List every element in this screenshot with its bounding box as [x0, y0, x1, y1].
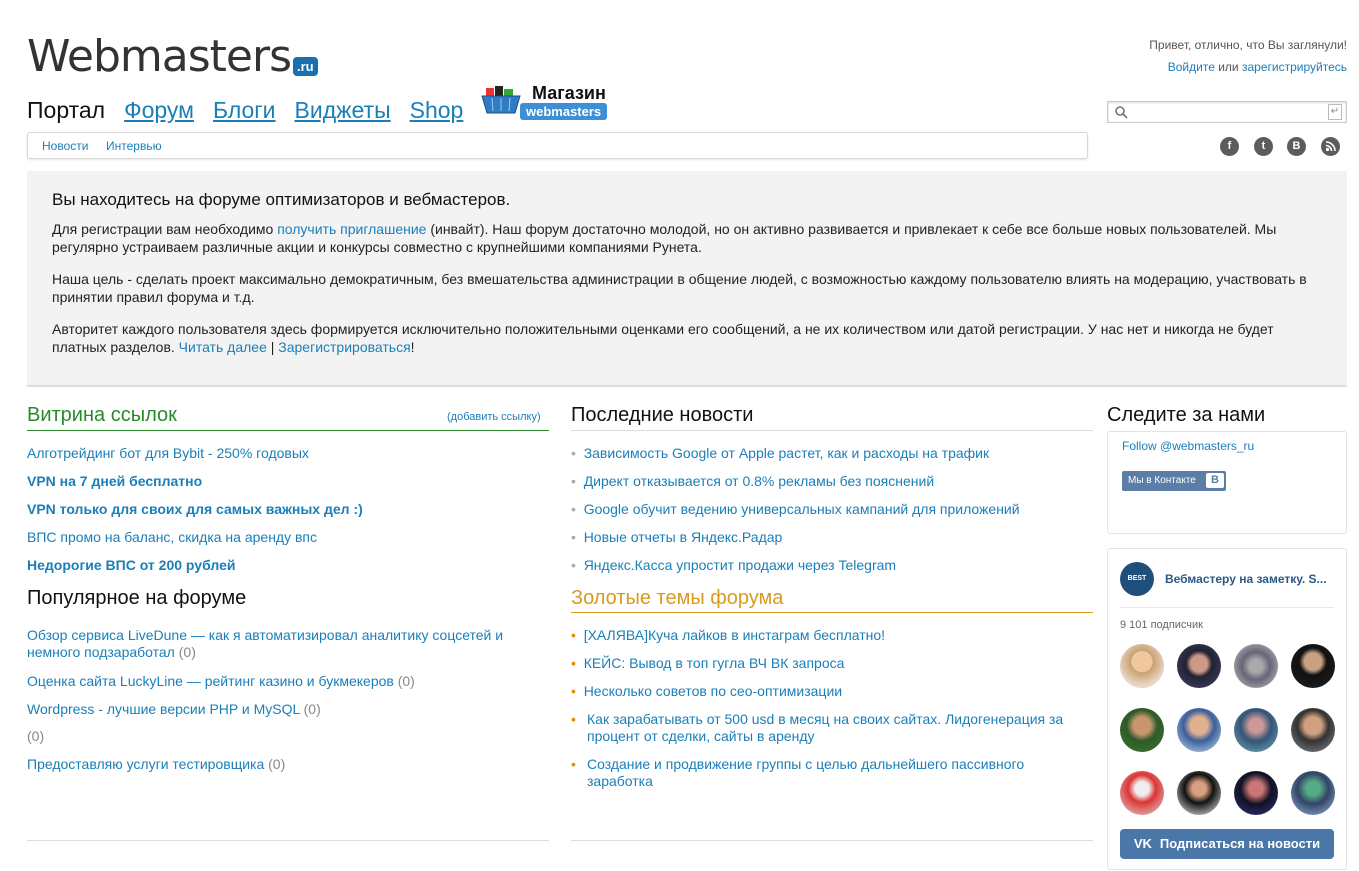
gold-topic-link[interactable]	[587, 711, 1063, 745]
gold-topic-link[interactable]: Несколько советов по сео-оптимизации	[583, 683, 843, 699]
popular-item	[27, 673, 415, 689]
popular-title: Популярное на форуме	[27, 587, 247, 609]
group-name-link[interactable]: Вебмастеру на заметку. S...	[1165, 572, 1327, 586]
member-avatar[interactable]	[1291, 644, 1335, 688]
gold-underline	[571, 612, 1093, 613]
member-avatar[interactable]	[1291, 771, 1335, 815]
popular-item	[27, 701, 321, 717]
popular-item-link[interactable]: Предоставляю услуги тестировщика	[27, 756, 265, 772]
site-logo[interactable]	[27, 31, 318, 84]
news-item-link[interactable]: Директ отказывается от 0.8% рекламы без пояснений	[583, 473, 935, 489]
popular-item-count: (0)	[397, 673, 415, 689]
vitrina-item[interactable]: VPN только для своих для самых важных дел :)	[27, 501, 363, 517]
gold-topic-link[interactable]: [ХАЛЯВА]Куча лайков в инстаграм бесплатно!	[583, 627, 886, 643]
intro-title: Вы находитесь на форуме оптимизаторов и вебмастеров.	[52, 190, 511, 209]
popular-item-count: (0)	[268, 756, 286, 772]
gold-topic-item	[571, 655, 844, 671]
news-item	[571, 529, 782, 545]
intro-p3-text: Авторитет каждого пользователя здесь формируется исключительно положительными оценками его сообщений, а не их количеством или датой регистрации. У нас нет и никогда не будет платных разделов.	[52, 321, 1274, 355]
gold-topic-item	[571, 627, 885, 643]
news-item	[571, 445, 989, 461]
gold-topic-line1: Создание и продвижение группы с целью дальнейшего пассивного	[587, 756, 1025, 772]
bullet-icon: •	[571, 711, 576, 727]
member-avatar[interactable]	[1177, 708, 1221, 752]
bullet-icon: •	[571, 445, 576, 461]
popular-item-link[interactable]: Оценка сайта LuckyLine — рейтинг казино и букмекеров	[27, 673, 394, 689]
subscribe-label: Подписаться на новости	[1159, 836, 1321, 851]
member-avatar[interactable]	[1120, 771, 1164, 815]
shop-banner[interactable]	[482, 80, 614, 124]
twitter-follow-link[interactable]: Follow @webmasters_ru	[1122, 439, 1255, 453]
popular-item-count: (0)	[27, 728, 45, 744]
left-column-divider	[27, 840, 549, 841]
vk-icon[interactable]: B	[1287, 137, 1306, 156]
news-item	[571, 501, 1020, 517]
login-link[interactable]: Войдите	[1167, 60, 1215, 74]
popular-item	[27, 627, 547, 661]
bullet-icon: •	[571, 529, 576, 545]
intro-exclaim: !	[410, 339, 415, 355]
search-submit-icon[interactable]: ↵	[1328, 104, 1342, 120]
popular-item-count: (0)	[178, 644, 196, 660]
intro-paragraph-2: Наша цель - сделать проект максимально демократичным, без вмешательства администрации в общение людей, с возможностью каждому пользователю влиять на модерацию, участвовать в принятии правил форума и т.д.	[52, 271, 1307, 305]
gold-topics-title: Золотые темы форума	[571, 587, 784, 609]
read-more-link[interactable]: Читать далее	[178, 339, 267, 355]
vk-follow-button[interactable]	[1122, 471, 1226, 491]
vitrina-item[interactable]: ВПС промо на баланс, скидка на аренду впс	[27, 529, 318, 545]
member-avatar[interactable]	[1291, 708, 1335, 752]
gold-topic-item	[571, 683, 842, 699]
greeting-text: Привет, отлично, что Вы заглянули!	[1149, 38, 1347, 52]
news-title: Последние новости	[571, 404, 754, 426]
register-now-link[interactable]: Зарегистрироваться	[278, 339, 411, 355]
gold-topic-line2: заработка	[587, 773, 653, 789]
invite-link[interactable]: получить приглашение	[277, 221, 427, 237]
rss-icon[interactable]	[1321, 137, 1340, 156]
vitrina-item[interactable]: Недорогие ВПС от 200 рублей	[27, 557, 236, 573]
add-link-link[interactable]: (добавить ссылку)	[447, 411, 541, 423]
intro-paragraph-1	[52, 220, 1322, 256]
register-link[interactable]: зарегистрируйтесь	[1241, 60, 1347, 74]
bullet-icon: •	[571, 655, 576, 671]
bullet-icon: •	[571, 473, 576, 489]
member-avatar[interactable]	[1120, 644, 1164, 688]
intro-paragraph-3	[52, 320, 1322, 356]
popular-item-link[interactable]: Wordpress - лучшие версии PHP и MySQL	[27, 701, 300, 717]
bullet-icon: •	[571, 557, 576, 573]
vitrina-item[interactable]: Алготрейдинг бот для Bybit - 250% годовых	[27, 445, 309, 461]
vitrina-title: Витрина ссылок	[27, 404, 177, 426]
sub-nav	[27, 132, 1088, 159]
popular-item	[27, 728, 44, 744]
intro-separator: |	[266, 339, 279, 355]
nav-forum[interactable]: Форум	[124, 97, 194, 123]
logo-text: Webmasters	[27, 31, 292, 82]
member-avatar[interactable]	[1177, 771, 1221, 815]
search-icon	[1114, 105, 1128, 119]
follow-box	[1107, 431, 1347, 534]
logo-ru-badge: .ru	[293, 57, 318, 76]
gold-topic-item	[571, 756, 1024, 790]
bullet-icon: •	[571, 627, 576, 643]
gold-topic-link[interactable]: КЕЙС: Вывод в топ гугла ВЧ ВК запроса	[583, 655, 845, 671]
member-avatar[interactable]	[1234, 708, 1278, 752]
popular-item-count: (0)	[303, 701, 321, 717]
member-avatar[interactable]	[1177, 644, 1221, 688]
nav-widgets[interactable]: Виджеты	[294, 97, 391, 123]
follow-title: Следите за нами	[1107, 404, 1266, 426]
news-item-link[interactable]: Зависимость Google от Apple растет, как и расходы на трафик	[583, 445, 990, 461]
popular-item-line1: Обзор сервиса LiveDune — как я автоматизировал аналитику соцсетей и	[27, 627, 504, 643]
nav-shop[interactable]: Shop	[409, 97, 464, 123]
gold-topic-link[interactable]	[587, 756, 1024, 790]
news-item-link[interactable]: Новые отчеты в Яндекс.Радар	[583, 529, 783, 545]
member-avatar[interactable]	[1234, 644, 1278, 688]
gold-topic-line1: Как зарабатывать от 500 usd в месяц на своих сайтах. Лидогенерация за	[587, 711, 1064, 727]
facebook-icon[interactable]: f	[1220, 137, 1239, 156]
vk-widget	[1107, 548, 1347, 870]
vk-letter-icon: B	[1206, 473, 1224, 488]
intro-p1-text: Для регистрации вам необходимо	[52, 221, 278, 237]
gold-topic-line2: процент от сделки, сайты в аренду	[587, 728, 815, 744]
subscriber-count: 9 101 подписчик	[1120, 619, 1203, 631]
middle-column-divider	[571, 840, 1093, 841]
popular-item	[27, 756, 285, 772]
bullet-icon: •	[571, 501, 576, 517]
vk-logo-icon: VK	[1133, 836, 1152, 851]
subnav-news[interactable]: Новости	[42, 139, 89, 153]
shop-subtitle: webmasters	[520, 103, 607, 120]
nav-blogs[interactable]: Блоги	[212, 97, 276, 123]
bullet-icon: •	[571, 683, 576, 699]
vitrina-underline	[27, 430, 549, 431]
auth-or-text: или	[1218, 60, 1239, 74]
popular-item-link[interactable]	[27, 627, 503, 660]
member-avatar[interactable]	[1120, 708, 1164, 752]
vitrina-item[interactable]: VPN на 7 дней бесплатно	[27, 473, 203, 489]
group-avatar[interactable]: BEST FORUM	[1120, 562, 1154, 596]
main-nav	[27, 97, 463, 124]
widget-divider	[1120, 607, 1334, 608]
news-item-link[interactable]: Google обучит ведению универсальных кампаний для приложений	[583, 501, 1020, 517]
news-underline	[571, 430, 1093, 431]
twitter-icon[interactable]: t	[1254, 137, 1273, 156]
shop-title: Магазин	[532, 83, 606, 103]
subnav-interviews[interactable]: Интервью	[106, 139, 162, 153]
vk-follow-label: Мы в Контакте	[1128, 475, 1196, 486]
intro-p1-rest: (инвайт). Наш форум достаточно молодой, но он активно развивается и привлекает к себе все больше новых пользователей. Мы регулярно устраиваем различные акции и конкурсы совместно с крупнейшими компаниями Рунета.	[52, 221, 1277, 255]
gold-topic-item	[571, 711, 1063, 745]
intro-box	[27, 171, 1347, 387]
member-avatar[interactable]	[1234, 771, 1278, 815]
news-item	[571, 473, 934, 489]
search-box	[1107, 101, 1347, 123]
auth-links	[1168, 60, 1347, 74]
popular-item-line2: немного подзаработал	[27, 644, 175, 660]
nav-portal[interactable]: Портал	[27, 97, 106, 123]
search-input[interactable]	[1132, 104, 1326, 120]
subscribe-button[interactable]	[1120, 829, 1334, 859]
bullet-icon: •	[571, 756, 576, 772]
shopping-basket-icon	[482, 86, 520, 116]
news-item	[571, 557, 896, 573]
news-item-link[interactable]: Яндекс.Касса упростит продажи через Telegram	[583, 557, 897, 573]
